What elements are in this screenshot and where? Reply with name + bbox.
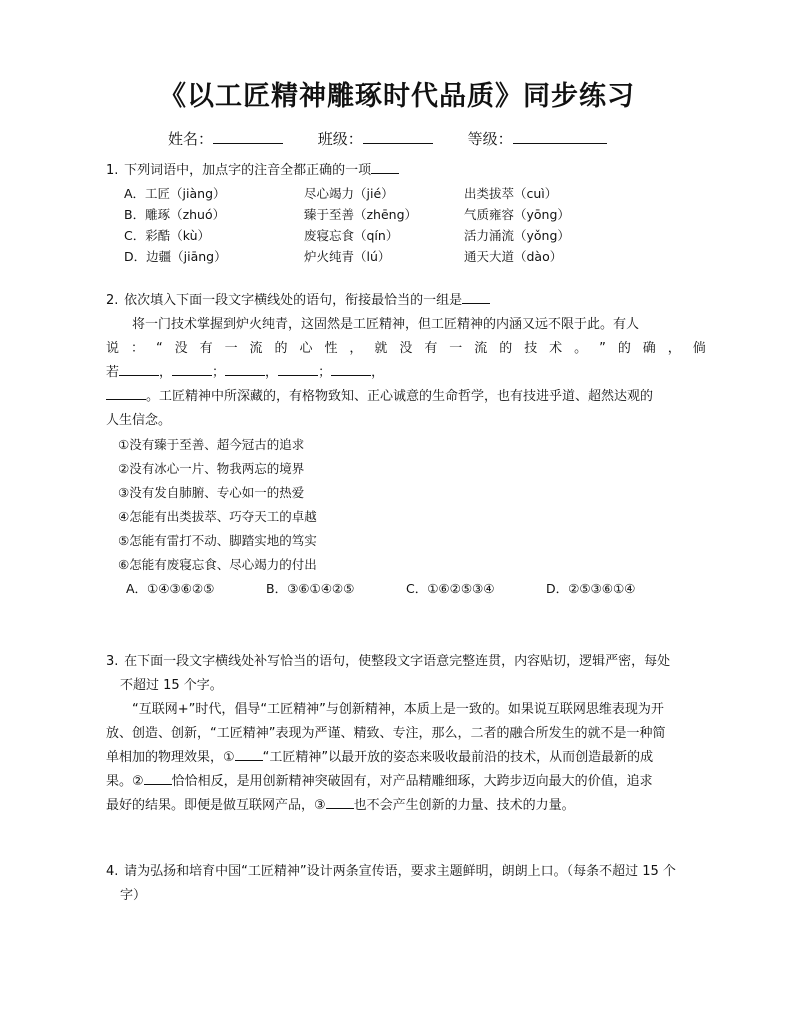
passage-char: 心: [299, 341, 313, 356]
question-4: [106, 860, 706, 908]
passage-char: 有: [199, 341, 213, 356]
question-1: [106, 159, 706, 267]
passage-text: 恰恰相反，是用创新精神突破固有，对产品精雕细琢，大跨步迈向最大的价值，追求: [171, 774, 653, 789]
passage-blank-line: 若 ， ； ， ； ，: [106, 361, 706, 385]
passage-char: 术: [549, 341, 563, 356]
sentence-item: ⑥怎能有废寝忘食、尽心竭力的付出: [118, 557, 317, 572]
question-2-answer-blank[interactable]: [462, 290, 490, 304]
grade-field[interactable]: [468, 128, 607, 149]
answer-choice-a[interactable]: A．①④③⑥②⑤: [126, 581, 215, 596]
sentence-item: ⑤怎能有雷打不动、脚踏实地的笃实: [118, 533, 317, 548]
passage-line: 人生信念。: [106, 413, 172, 428]
option-cell: A．工匠（jiàng）: [124, 186, 226, 201]
passage-char: 倘: [692, 341, 706, 356]
passage-char: 说: [106, 341, 120, 356]
passage-text: 果。②: [106, 774, 144, 789]
passage-line: [106, 794, 706, 818]
question-2-text: 依次填入下面一段文字横线处的语句，衔接最恰当的一组是: [124, 293, 463, 308]
question-2: [106, 289, 706, 601]
page-title: 《以工匠精神雕琢时代品质》同步练习: [159, 81, 635, 112]
option-cell: D．边疆（jiāng）: [124, 249, 227, 264]
fill-blank-1[interactable]: [235, 747, 263, 761]
sentence-item: ④怎能有出类拔萃、巧夺天工的卓越: [118, 509, 317, 524]
passage-text: 。工匠精神中所深藏的，有格物致知、正心诚意的生命哲学，也有技进乎道、超然达观的: [146, 389, 654, 404]
passage-line: [106, 385, 706, 409]
question-3: [106, 650, 706, 818]
sentence-item: ①没有臻于至善、超今冠古的追求: [118, 437, 305, 452]
student-info-row: [168, 128, 637, 149]
fill-blank-3[interactable]: [225, 362, 265, 376]
option-cell: 尽心竭力（jié）: [304, 186, 394, 201]
passage-text: “工匠精神”以最开放的姿态来吸收最前沿的技术，从而创造最新的成: [262, 750, 654, 765]
passage-char: 技: [524, 341, 538, 356]
passage-char: 流: [474, 341, 488, 356]
option-cell: 气质雍容（yōng）: [464, 207, 570, 222]
option-cell: 臻于至善（zhēng）: [304, 207, 418, 222]
passage-spread-line: [106, 337, 706, 361]
passage-char: ：: [130, 341, 144, 356]
question-1-number: 1.: [106, 163, 119, 178]
passage-char: 一: [224, 341, 238, 356]
passage-char: 性: [324, 341, 338, 356]
class-field[interactable]: [318, 128, 433, 149]
passage-line: “互联网+”时代，倡导“工匠精神”与创新精神，本质上是一致的。如果说互联网思维表现为开: [132, 702, 664, 717]
grade-blank[interactable]: [513, 129, 607, 144]
fill-blank-3[interactable]: [326, 795, 354, 809]
option-row[interactable]: [124, 225, 706, 246]
passage-char: ”: [599, 341, 606, 356]
passage-char: ，: [667, 341, 681, 356]
grade-label: 等级：: [467, 130, 513, 148]
question-3-number: 3.: [106, 654, 119, 669]
question-2-stem: [106, 289, 706, 313]
question-3-stem: [106, 650, 706, 674]
passage-line: 放、创造、创新，“工匠精神”表现为严谨、精致、专注，那么，二者的融合所发生的就不是一种简: [106, 726, 666, 741]
passage-char: 流: [249, 341, 263, 356]
sentence-item: ②没有冰心一片、物我两忘的境界: [118, 461, 305, 476]
fill-blank-4[interactable]: [278, 362, 318, 376]
fill-blank-5[interactable]: [331, 362, 371, 376]
passage-text: 单相加的物理效果，①: [106, 750, 235, 765]
option-row[interactable]: [124, 204, 706, 225]
question-1-text: 下列词语中，加点字的注音全都正确的一项: [124, 163, 372, 178]
question-3-text: 在下面一段文字横线处补写恰当的语句，使整段文字语意完整连贯，内容贴切，逻辑严密，每处: [124, 654, 671, 669]
passage-char: 。: [574, 341, 588, 356]
name-field[interactable]: [168, 128, 283, 149]
answer-choice-c[interactable]: C．①⑥②⑤③④: [406, 581, 495, 596]
option-cell: 炉火纯青（lú）: [304, 249, 391, 264]
option-cell: B．雕琢（zhuó）: [124, 207, 226, 222]
sentence-list: [118, 433, 706, 577]
option-cell: 活力涌流（yǒng）: [464, 228, 570, 243]
question-4-text: 请为弘扬和培育中国“工匠精神”设计两条宣传语，要求主题鲜明，朗朗上口。（每条不超过 15 个: [124, 864, 676, 879]
passage-line: [106, 770, 706, 794]
question-4-stem: [106, 860, 706, 884]
passage-text: 最好的结果。即便是做互联网产品，③: [106, 798, 326, 813]
passage-char: ，: [349, 341, 363, 356]
passage-char: 没: [174, 341, 188, 356]
fill-blank-1[interactable]: [119, 362, 159, 376]
option-row[interactable]: [124, 246, 706, 267]
fill-blank-2[interactable]: [144, 771, 172, 785]
passage-char: 一: [449, 341, 463, 356]
question-2-number: 2.: [106, 293, 119, 308]
passage-char: “: [155, 341, 163, 356]
option-row[interactable]: [124, 183, 706, 204]
passage-text: 若: [106, 365, 120, 380]
name-blank[interactable]: [213, 129, 283, 144]
fill-blank-6[interactable]: [106, 386, 146, 400]
passage-line: [106, 746, 706, 770]
question-3-text-cont: 不超过 15 个字。: [120, 678, 223, 693]
question-1-options: [124, 183, 706, 267]
class-label: 班级：: [317, 130, 363, 148]
passage-line: 将一门技术掌握到炉火纯青，这固然是工匠精神，但工匠精神的内涵又远不限于此。有人: [132, 317, 640, 332]
passage-char: 的: [499, 341, 513, 356]
sentence-item: ③没有发自肺腑、专心如一的热爱: [118, 485, 305, 500]
answer-choice-b[interactable]: B．③⑥①④②⑤: [266, 581, 355, 596]
question-4-text-cont: 字）: [120, 888, 147, 903]
question-1-stem: [106, 159, 706, 183]
passage-char: 确: [642, 341, 656, 356]
passage-char: 就: [374, 341, 388, 356]
option-cell: 废寝忘食（qín）: [304, 228, 399, 243]
passage-char: 有: [424, 341, 438, 356]
option-cell: 出类拔萃（cuì）: [464, 186, 558, 201]
option-cell: 通天大道（dào）: [464, 249, 563, 264]
question-1-answer-blank[interactable]: [371, 160, 399, 174]
option-cell: C．彩酷（kù）: [124, 228, 211, 243]
class-blank[interactable]: [363, 129, 433, 144]
answer-choices: [126, 577, 706, 601]
passage-text: 也不会产生创新的力量、技术的力量。: [353, 798, 575, 813]
passage-char: 的: [274, 341, 288, 356]
passage-char: 的: [617, 341, 631, 356]
passage-char: 没: [399, 341, 413, 356]
name-label: 姓名：: [168, 130, 214, 148]
answer-choice-d[interactable]: D．②⑤③⑥①④: [546, 581, 636, 596]
fill-blank-2[interactable]: [172, 362, 212, 376]
question-4-number: 4.: [106, 864, 119, 879]
